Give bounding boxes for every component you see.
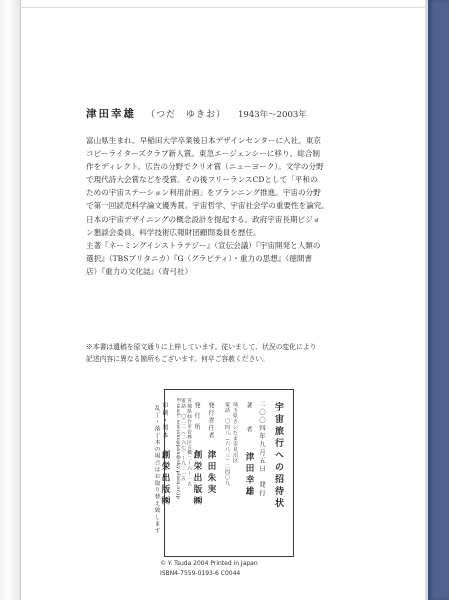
author-heading [86, 106, 386, 122]
book-gutter [0, 0, 21, 600]
bio-line: 主著『ネーミングインストラテジー』（宣伝会議）『宇宙開発と人類の [86, 240, 321, 250]
publisher-name: 津田朱実 [206, 450, 216, 496]
bio-line: コピーライターズクラブ新人賞。東急エージェンシーに移り、総合制 [86, 149, 320, 159]
copyright-line: © Y. Tsuda 2004 Printed in Japan [160, 560, 258, 567]
note-line: ※本書は遺稿を原文通りに上梓しています。従いまして、状況の変化により [86, 343, 317, 351]
bio-line: 店）『重力の文化誌』（青弓社） [86, 266, 193, 276]
publishing-house-label: 発 行 所 [193, 402, 200, 432]
colophon-box [160, 389, 294, 557]
isbn-line: ISBN4-7559-0193-6 C0044 [160, 570, 241, 577]
note-line: 記述内容に異なる箇所もございます。何卒ご容赦ください。 [86, 355, 269, 363]
publisher-email: E-mail: soeishuppan@sky.plala.or.jp [175, 398, 180, 500]
bio-line: ン懇談会委員、科学技術広報財団顧問委員を歴任。 [86, 227, 261, 237]
author-phone: 電話 〇四八（六八三）二四〇九 [224, 402, 230, 486]
author-reading: （つだ ゆきお） [146, 110, 227, 120]
printer-role-label: 印刷・製本 [161, 402, 168, 440]
author-years: 1943年〜2003年 [238, 110, 307, 120]
publisher-phone: 電話 〇二二（二六七）ー九二一五 [180, 398, 185, 482]
copyright-block [160, 559, 310, 579]
publisher-address: 宮城県仙台市若林区五橋二ー六ー一五 [186, 398, 191, 487]
author-bio [86, 134, 374, 278]
publishing-house-name: 創栄出版㈱ [192, 450, 202, 508]
cover-edge [428, 0, 449, 600]
bio-line: 選択』（TBSブリタニカ）『G（グラビティ）・重力の思想』（徳間書 [86, 253, 313, 263]
replacement-note: 乱丁・落丁本の場合はお取り替え致します [153, 405, 159, 535]
bio-line: で第一回読売科学論文優秀賞。宇宙哲学、宇宙社会学の重要性を論究。 [86, 201, 329, 211]
editorial-note [86, 341, 386, 365]
author-role-label: 著 者 [245, 402, 252, 438]
author-name: 津田幸雄 [86, 108, 136, 120]
bio-line: で現代詩大会賞などを受賞。その後フリーランスCDとして「平和の [86, 175, 318, 185]
bio-line: 日本の宇宙デザイニングの概念設計を提起する。政府宇宙長期ビジョ [86, 214, 321, 224]
author-address: 埼玉県さいたま市見沼区 [232, 402, 238, 464]
bio-line: ための宇宙ステーション利用計画」をプランニング推進。宇宙の分野 [86, 188, 321, 198]
page-top-edge [20, 7, 428, 8]
bio-line: 富山県生まれ。早稲田大学卒業後日本デザインセンターに入社。東京 [86, 136, 322, 145]
printer-name: 創栄出版㈱ [160, 450, 170, 508]
bio-line: 作をディレクト。広告の分野でクリオ賞（ニューヨーク）。文学の分野 [86, 162, 324, 172]
colophon-title: 宇宙旅行への招待状 [273, 402, 283, 510]
colophon-author-name: 津田幸雄 [244, 452, 254, 498]
colophon-date: 二〇〇四年九月五日 発行 [258, 400, 266, 498]
publisher-role-label: 発行責任者 [207, 402, 214, 440]
